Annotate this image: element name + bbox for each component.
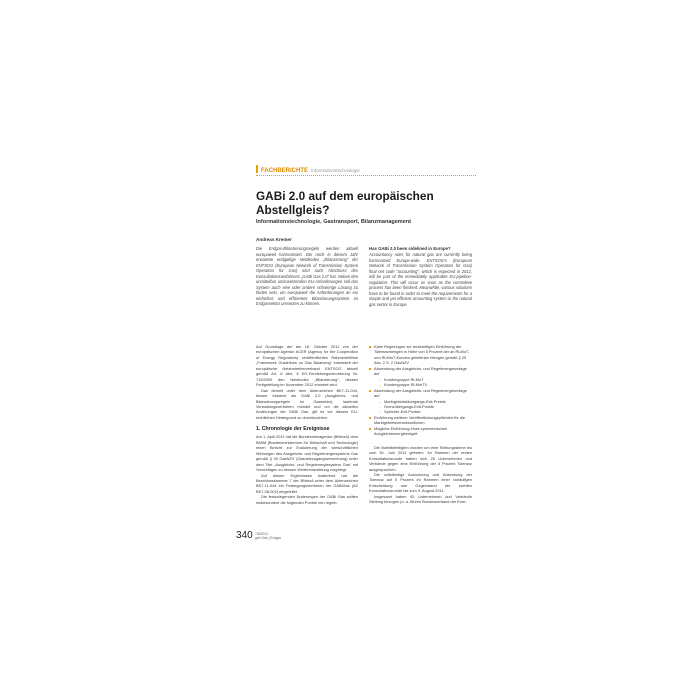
- journal-issue: 7/8/2012: [255, 532, 269, 536]
- journal-info: [255, 532, 281, 540]
- article-author: Andreas Kremer: [256, 237, 292, 242]
- section-header: [256, 165, 360, 174]
- abstract-english-heading: Has GABi 2.0 been sidelined in Europe?: [369, 246, 451, 251]
- body-paragraph: Am 1. April 2011 hat die Bundesnetzagentur (BNetzA) dem BMWi (Bundesministerium für Wirtschaft und Technologie) einen Bericht zur Evaluierung der wirtschaftlichen Wirkungen des Ausgleichs- und Regelenergiesystems Gas gemäß § 30 GasNZV (Gasnetzzugangsverordnung) unter dem Titel „Ausgleichs- und Regelenergiesystem Gas“ mit Vorschlägen zu dessen Weiterentwicklung vorgelegt.: [256, 434, 358, 473]
- body-paragraph: Das derzeit unter dem Aktenzeichen BK7-11-044, besser bekannt als GABi 2.0 (Ausgleichs- und Bilanzierungsregeln im Gassektor), laufende Verwaltungsverfahren mündet und um die aktuellen Änderungen der GABi Gas, gilt es vor diesem EU-rechtlichen Hintergrund zu durchleuchten.: [256, 387, 358, 420]
- body-paragraph: Die festzulegenden Änderungen der GABi Gas sollten insbesondere die folgenden Punkte neu regeln:: [256, 494, 358, 505]
- sub-item: – Grenzübergangs-Exit-Punkte: [379, 404, 472, 409]
- bullet-item: Mögliche Einführung eines symmetrischen Ausgleichsenergieentgelt: [369, 426, 472, 437]
- journal-name: gwf-Gas | Erdgas: [255, 536, 282, 540]
- sub-item: – Kundengruppe RLMoT: [379, 377, 472, 382]
- body-paragraph: Insgesamt haben 45 Unternehmen und Verbände Stellung bezogen (u. a. führen Bundesverband der Ener-: [369, 493, 472, 505]
- bullet-list: [369, 344, 472, 437]
- abstract-german: Die Erdgas-Bilanzierungsregeln werden aktuell europaweit harmonisiert. Der noch in diesem Jahr erwartete endgültige Netzkodex „Bilanzierung“ der ENTSOG (European Network of Transmission System Operators for Gas) wird auch Abschluss des Konsultationsverfahrens „GABi Gas 2.0“ hat. Neben den unmittelbar umzusetzenden EU-Anforderungen soll das System auch eine oder andere schwierige Lösung zu finden sein, um europaweit die Anforderungen an ein einfaches und effizientes Bilanzierungssystem im Erdgassektor umsetzen zu können.: [256, 246, 358, 307]
- bullet-item: Einführung weiterer Veröffentlichungspflichten für die Marktgebietsverantwortlichen: [369, 415, 472, 426]
- bullet-item: Klare Regelungen zur rechtzeitigen Einführung der Toleranzmengen in Höhe von 5 Prozent der an RLMoT- und RLMmT-Kunden gelieferten Mengen gemäß § 29 Abs. 2 S. 2 GasNZV: [369, 344, 472, 366]
- sub-list: [374, 377, 472, 388]
- abstract-english: Accountancy rules for natural gas are currently being harmonized Europe-wide. ENTSOG's (European Network of Transmission System Operators for Gas) final net code “accounting”, which is expected in 2012, will be part of the immediately applicable EU-pipeline-regulation. This will occur as soon as the committee process has been finished. Meanwhile, various solutions have to be found in order to meet the requirements for a simple and yet efficient accounting system in the natural gas sector in Europe.: [369, 252, 472, 307]
- body-paragraph: Auf diesen Ergebnissen basierend hat die Beschlusskammer 7 der BNetzA unter dem Aktenzeichen BK7-11-044 ein Festlegungsverfahren der GABiGas (AZ BK7-08-002) eingeleitet.: [256, 472, 358, 494]
- section-category: FACHBERICHTE: [261, 168, 309, 174]
- body-paragraph: Die vollständige Ausnutzung und Absenkung der Toleranz auf 0 Prozent im Rahmen einer vorläufigen Entscheidung war Gegenstand der zweiten Konsultationsrunde bis zum 9. August 2011.: [369, 471, 472, 494]
- section-heading: 1. Chronologie der Ereignisse: [256, 426, 330, 433]
- bullet-item: Abwendung der Ausgleichs- und Regelenergieumlage auf – Kundengruppe RLMoT – Kundengruppe RLMmTV: [369, 366, 472, 388]
- page-number: 340: [236, 530, 253, 541]
- section-subcategory: Informationstechnologie: [311, 168, 360, 173]
- header-accent-bar: [256, 165, 258, 173]
- body-paragraph: Die Marktbeteiligten wurden um eine Stellungnahme bis zum 30. Juni 2011 gebeten. Im Rahmen der ersten Konsultationsrunde haben sich 25 Unternehmen und Verbände gegen eine Einführung der 5 Prozent Toleranz ausgesprochen.: [369, 444, 472, 472]
- article-title: GABi 2.0 auf dem europäischen Abstellgleis?: [256, 189, 434, 217]
- article-subtitle: Informationstechnologie, Gastransport, Bilanzmanagement: [256, 219, 411, 225]
- sub-item: – Marktgebietsübergangs-Exit-Punkte: [379, 399, 472, 404]
- sub-item: – Speicher-Exit-Punkte: [379, 409, 472, 414]
- sub-list: [374, 399, 472, 415]
- body-column-left: [256, 344, 358, 505]
- header-divider: [256, 175, 476, 176]
- body-column-right: [369, 344, 472, 505]
- sub-item: – Kundengruppe RLMmTV: [379, 382, 472, 387]
- body-paragraph: Auf Grundlage der am 18. Oktober 2011 von der europäischen Agentur ACER (Agency for the Cooperation of Energy Regulators) veröffentlichten Rahmenleitlinie „Framework Guidelines on Gas Balancing“ entwickelt der europäische Netzbetreiberverband ENTSOG aktuell gemäß Art. 6 Abs. 6 EG-Fernleitungsverordnung Nr. 715/2009 den Netzkodex „Bilanzierung“, dessen Fertigstellung im November 2012 erwartet wird.: [256, 344, 358, 388]
- bullet-item: Abwendung der Ausgleichs- und Regelenergieumlage auf – Marktgebietsübergangs-Exit-Punkte – Grenzübergangs-Exit-Punkte – Speicher-Exit-Punkte: [369, 388, 472, 415]
